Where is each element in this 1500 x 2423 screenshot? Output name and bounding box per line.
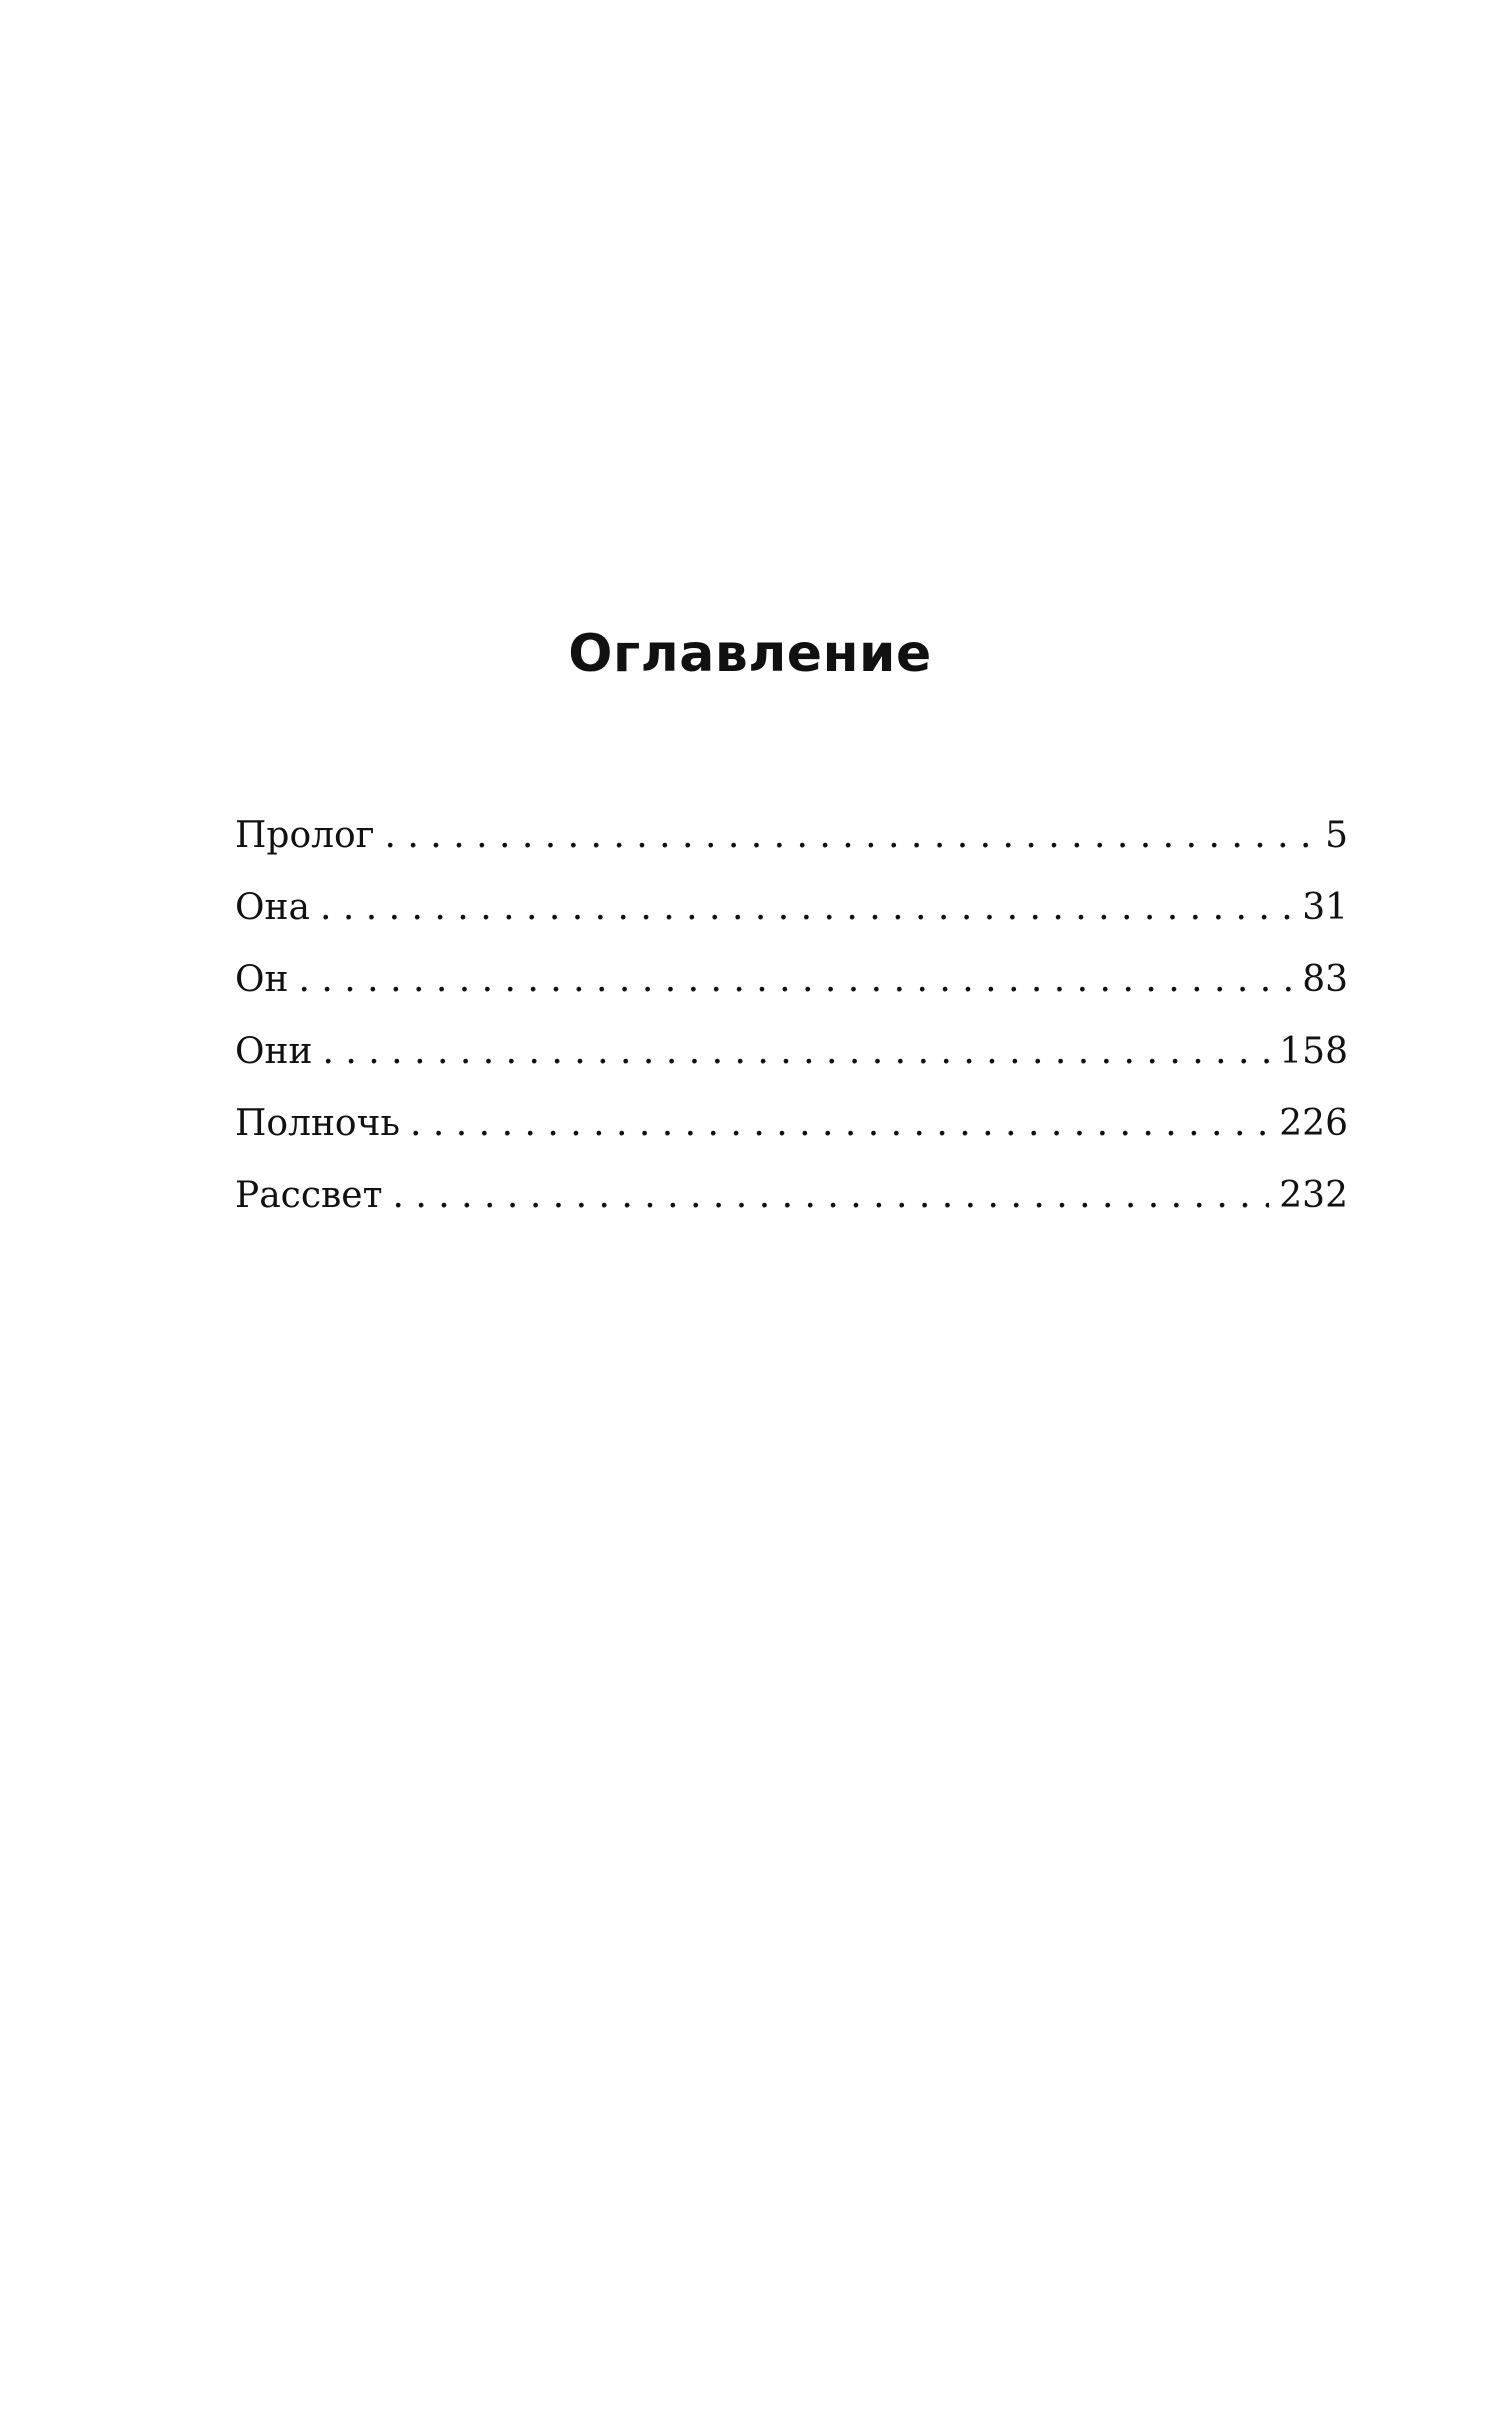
toc-dot-leader [410,1088,1269,1160]
toc-entry-label: Он [235,959,289,1000]
toc-entry-page: 5 [1325,815,1348,856]
toc-entry-label: Полночь [235,1103,401,1144]
toc-dot-leader [323,1016,1270,1088]
toc-dot-leader [299,944,1293,1016]
toc-entry[interactable] [235,944,1348,1016]
toc-entry-page: 158 [1279,1031,1348,1072]
toc-entry-label: Они [235,1031,313,1072]
toc-entry-page: 31 [1302,887,1348,928]
toc-entry-label: Она [235,887,310,928]
toc-entry[interactable] [235,1088,1348,1160]
toc-entry-page: 232 [1279,1175,1348,1216]
toc-entry-page: 226 [1279,1103,1348,1144]
toc-entry[interactable] [235,1016,1348,1088]
toc-dot-leader [393,1160,1270,1232]
toc-entry[interactable] [235,872,1348,944]
toc-list [235,800,1348,1232]
toc-dot-leader [320,872,1292,944]
toc-entry-page: 83 [1302,959,1348,1000]
toc-entry[interactable] [235,1160,1348,1232]
toc-dot-leader [385,800,1316,872]
toc-title: Оглавление [568,624,932,684]
toc-entry-label: Пролог [235,815,375,856]
toc-entry[interactable] [235,800,1348,872]
toc-entry-label: Рассвет [235,1175,383,1216]
